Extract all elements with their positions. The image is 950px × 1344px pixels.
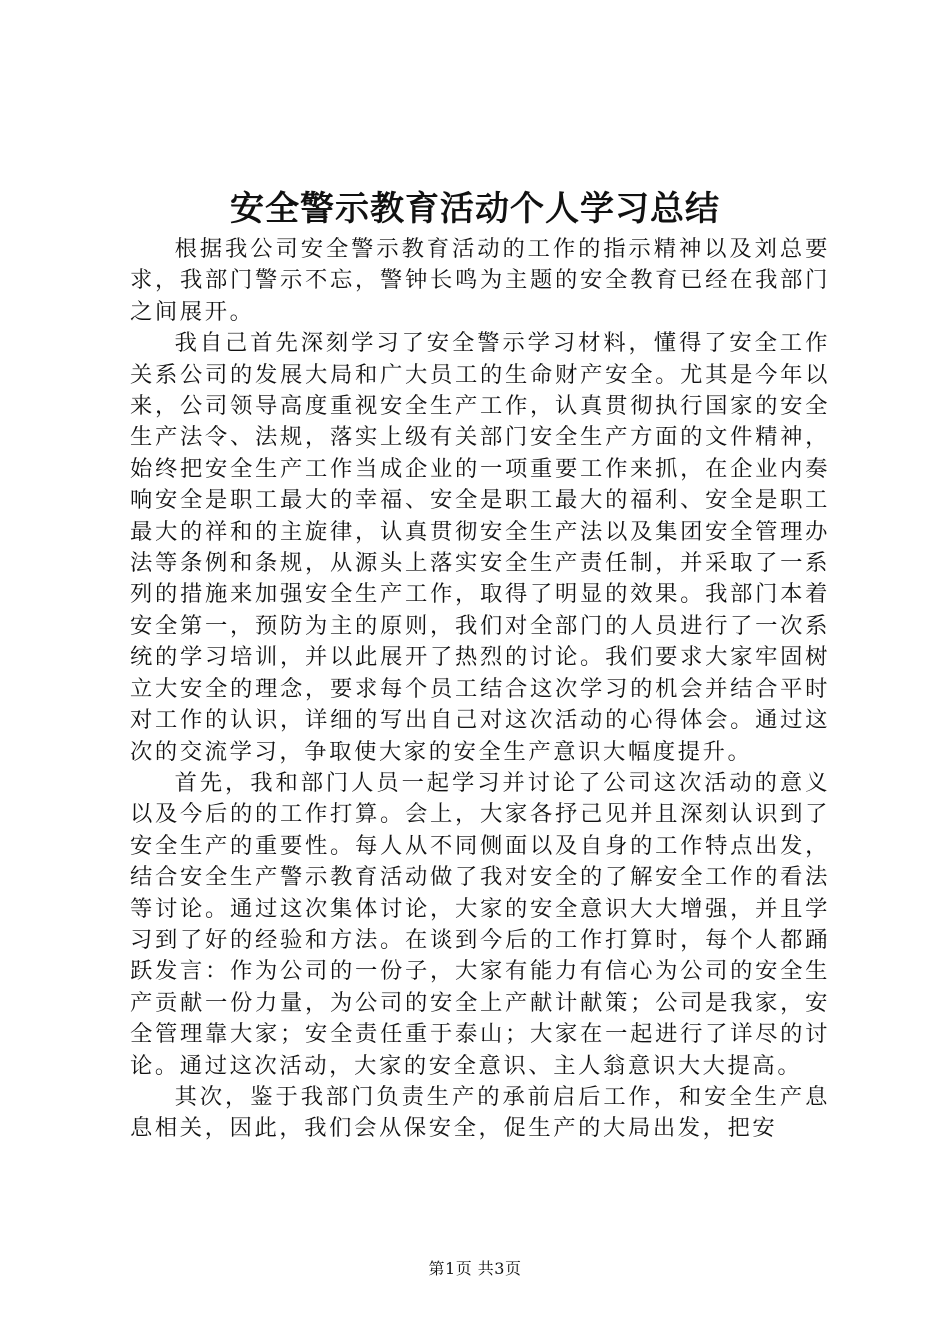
document-title: 安全警示教育活动个人学习总结 — [230, 189, 720, 229]
paragraph-2: 我自己首先深刻学习了安全警示学习材料，懂得了安全工作关系公司的发展大局和广大员工的生命财产安全。尤其是今年以来，公司领导高度重视安全生产工作，认真贯彻执行国家的安全生产法令、法规，落实上级有关部门安全生产方面的文件精神，始终把安全生产工作当成企业的一项重要工作来抓，在企业内奏响安全是职工最大的幸福、安全是职工最大的福利、安全是职工最大的祥和的主旋律，认真贯彻安全生产法以及集团安全管理办法等条例和条规，从源头上落实安全生产责任制，并采取了一系列的措施来加强安全生产工作，取得了明显的效果。我部门本着安全第一，预防为主的原则，我们对全部门的人员进行了一次系统的学习培训，并以此展开了热烈的讨论。我们要求大家牢固树立大安全的理念，要求每个员工结合这次学习的机会并结合平时对工作的认识，详细的写出自己对这次活动的心得体会。通过这次的交流学习，争取使大家的安全生产意识大幅度提升。 — [130, 330, 830, 765]
paragraph-4: 其次，鉴于我部门负责生产的承前启后工作，和安全生产息息相关，因此，我们会从保安全，促生产的大局出发，把安 — [130, 1083, 830, 1142]
paragraph-1: 根据我公司安全警示教育活动的工作的指示精神以及刘总要求，我部门警示不忘，警钟长鸣为主题的安全教育已经在我部门之间展开。 — [130, 236, 830, 325]
paragraph-3: 首先，我和部门人员一起学习并讨论了公司这次活动的意义以及今后的的工作打算。会上，大家各抒己见并且深刻认识到了安全生产的重要性。每人从不同侧面以及自身的工作特点出发，结合安全生产警示教育活动做了我对安全的了解安全工作的看法等讨论。通过这次集体讨论，大家的安全意识大大增强，并且学习到了好的经验和方法。在谈到今后的工作打算时，每个人都踊跃发言：作为公司的一份子，大家有能力有信心为公司的安全生产贡献一份力量，为公司的安全上产献计献策；公司是我家，安全管理靠大家；安全责任重于泰山；大家在一起进行了详尽的讨论。通过这次活动，大家的安全意识、主人翁意识大大提高。 — [130, 769, 830, 1079]
document-body — [130, 234, 830, 1145]
page-footer: 第1页 共3页 — [428, 1259, 522, 1278]
